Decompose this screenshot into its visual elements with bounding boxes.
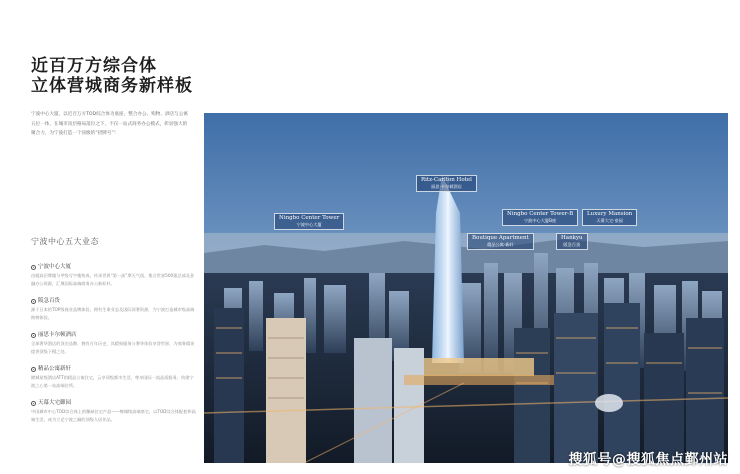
item-description: 缔城星级酒店ATT的精品公寓住宅，云享顶级都市生活，尊享国际一流品质服务，构建宁波之心第一站高端住所。 [31, 375, 194, 388]
callout-ningbo-center-tower-b: Ningbo Center Tower-B 宁波中心大厦B座 [502, 209, 578, 226]
item-description: 源于日本的TOP级商业品牌体验，拥有生命业态及国际顶奢资源，为宁波打造城市级高端购物体验。 [31, 307, 195, 320]
list-item [31, 263, 196, 297]
list-item [31, 331, 196, 365]
bullet-icon [31, 299, 36, 304]
headline [31, 56, 201, 96]
callout-ningbo-center-tower: Ningbo Center Tower 宁波中心大厦 [274, 213, 344, 230]
item-description: 由超高层摩楼与甲级写字楼构成，传承世界“第一高”摩天气质，集合世界500强总部及金融办公资源，汇聚国际高端商务办公新标杆。 [31, 273, 195, 286]
item-title: 精品公寓新轩 [38, 366, 72, 372]
city-rendering-image [204, 113, 728, 463]
intro-paragraph: 宁波中心大厦，以近百万方TOD综合体为底座，整合办公、购物、酒店与公寓五位一体，在城市顶层格局落位之下，不仅一站式商务办公模式，彰显强大的聚合力，为宁波打造一个顶级的“招牌号”！ [31, 112, 188, 136]
bullet-icon [31, 265, 36, 270]
headline-line1: 近百万方综合体 [31, 56, 157, 76]
feature-list [31, 263, 196, 433]
callout-ritz-carlton: Ritz-Carlton Hotel 丽思·卡尔顿酒店 [416, 175, 477, 192]
item-title: 宁波中心大厦 [38, 264, 72, 270]
callout-luxury-mansion: Luxury Mansion 天幕大宅·豪园 [582, 209, 637, 226]
bullet-icon [31, 367, 36, 372]
item-title: 丽思卡尔顿酒店 [38, 332, 77, 338]
cityscape-illustration [204, 113, 728, 463]
bullet-icon [31, 401, 36, 406]
item-description: 全球奢华酒店的顶尖品牌，拥有百年历史，其精致服务与奢华体验享誉世界，为商务精英提供顶级下榻之处。 [31, 341, 195, 354]
item-title: 天幕大宅御园 [38, 400, 72, 406]
callout-hankyu: Hankyu 阪急百货 [556, 233, 588, 250]
bullet-icon [31, 333, 36, 338]
headline-line2: 立体营城商务新样板 [31, 76, 193, 96]
list-item [31, 399, 196, 433]
callout-boutique-apartment: Boutique Apartment 精品公寓·新轩 [467, 233, 534, 250]
item-description: 中国城市中心TOD综合体上的稀缺住宅产品——缔城级高端豪宅，以TOD综合体配套和高端生活，成为立足宁波之巅的顶级人居作品。 [31, 409, 196, 422]
section-title: 宁波中心五大业态 [31, 237, 99, 246]
list-item [31, 365, 196, 399]
item-title: 阪急百货 [38, 298, 61, 304]
list-item [31, 297, 196, 331]
watermark: 搜狐号@搜狐焦点鄞州站 [568, 452, 728, 468]
